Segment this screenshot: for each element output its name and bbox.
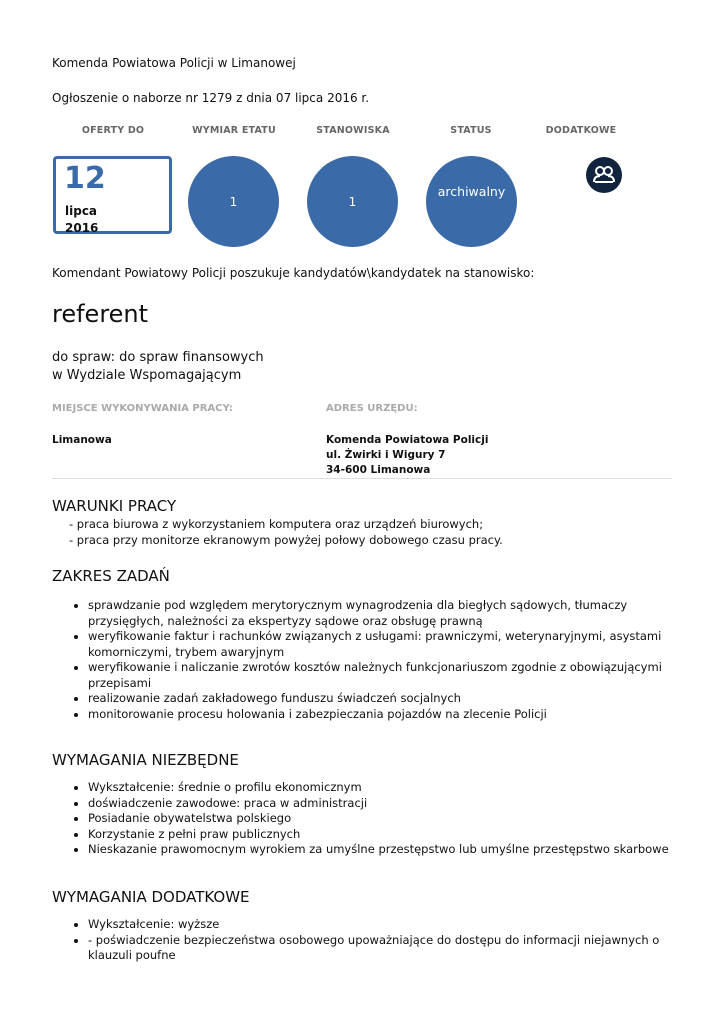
required-heading: WYMAGANIA NIEZBĘDNE [52, 751, 239, 769]
department-line-1: do spraw: do spraw finansowych [52, 350, 264, 365]
office-line-3: 34-600 Limanowa [326, 464, 431, 476]
office-label: ADRES URZĘDU: [326, 403, 418, 414]
deadline-month: lipca [65, 204, 98, 218]
work-place: Limanowa [52, 434, 112, 446]
list-item: • sprawdzanie pod względem merytorycznym wynagrodzenia dla biegłych sądowych, tłumaczy przysięgłych, należności za ekspertyzy sądowe oraz obsługę prawną [88, 598, 682, 629]
list-item: • monitorowanie procesu holowania i zabezpieczania pojazdów na zlecenie Policji [88, 707, 682, 723]
list-item: • Wykształcenie: wyższe [88, 917, 682, 933]
list-item: • Nieskazanie prawomocnym wyrokiem za umyślne przestępstwo lub umyślne przestępstwo skarbowe [88, 842, 682, 858]
conditions-heading: WARUNKI PRACY [52, 497, 177, 515]
list-item: - praca biurowa z wykorzystaniem komputera oraz urządzeń biurowych; [69, 517, 484, 531]
positions-value: 1 [348, 194, 357, 209]
deadline-day: 12 [64, 161, 106, 196]
divider [52, 478, 672, 479]
announcement-title: Ogłoszenie o naborze nr 1279 z dnia 07 lipca 2016 r. [52, 91, 370, 105]
list-item: • Korzystanie z pełni praw publicznych [88, 827, 682, 843]
deadline-box [53, 156, 172, 234]
list-item: - praca przy monitorze ekranowym powyżej połowy dobowego czasu pracy. [69, 532, 503, 547]
required-list [52, 780, 682, 858]
list-item: • - poświadczenie bezpieczeństwa osobowego upoważniające do dostępu do informacji niejawnych o klauzuli poufne [88, 933, 682, 964]
label-status: STATUS [450, 125, 492, 136]
label-extra: DODATKOWE [545, 125, 617, 136]
office-line-2: ul. Żwirki i Wigury 7 [326, 449, 446, 461]
department [52, 349, 264, 385]
office-address [326, 433, 488, 478]
intro-text: Komendant Powiatowy Policji poszukuje kandydatów\kandydatek na stanowisko: [52, 266, 535, 280]
fte-value: 1 [229, 194, 238, 209]
list-item: • weryfikowanie faktur i rachunków związanych z usługami: prawniczymi, weterynaryjnymi, asystami komorniczymi, trybem awaryjnym [88, 629, 682, 660]
organization-name: Komenda Powiatowa Policji w Limanowej [52, 56, 296, 70]
conditions-list [69, 517, 503, 548]
people-icon[interactable] [586, 157, 622, 193]
additional-list [52, 917, 682, 964]
deadline-year: 2016 [65, 221, 99, 235]
list-item: • doświadczenie zawodowe: praca w administracji [88, 796, 682, 812]
department-line-2: w Wydziale Wspomagającym [52, 368, 242, 383]
label-positions: STANOWISKA [316, 125, 390, 136]
duties-heading: ZAKRES ZADAŃ [52, 567, 170, 585]
status-circle [426, 156, 517, 247]
list-item: • weryfikowanie i naliczanie zwrotów kosztów należnych funkcjonariuszom zgodnie z obowiązującymi przepisami [88, 660, 682, 691]
label-offers-until: OFERTY DO [81, 125, 145, 136]
positions-circle [307, 156, 398, 247]
list-item: • realizowanie zadań zakładowego funduszu świadczeń socjalnych [88, 691, 682, 707]
list-item: • Wykształcenie: średnie o profilu ekonomicznym [88, 780, 682, 796]
list-item: • Posiadanie obywatelstwa polskiego [88, 811, 682, 827]
duties-list [52, 598, 682, 722]
position-title: referent [52, 300, 149, 328]
fte-circle [188, 156, 279, 247]
office-line-1: Komenda Powiatowa Policji [326, 434, 489, 446]
additional-heading: WYMAGANIA DODATKOWE [52, 888, 250, 906]
work-place-label: MIEJSCE WYKONYWANIA PRACY: [52, 403, 233, 414]
label-fte: WYMIAR ETATU [192, 125, 276, 136]
status-value: archiwalny [437, 184, 506, 199]
